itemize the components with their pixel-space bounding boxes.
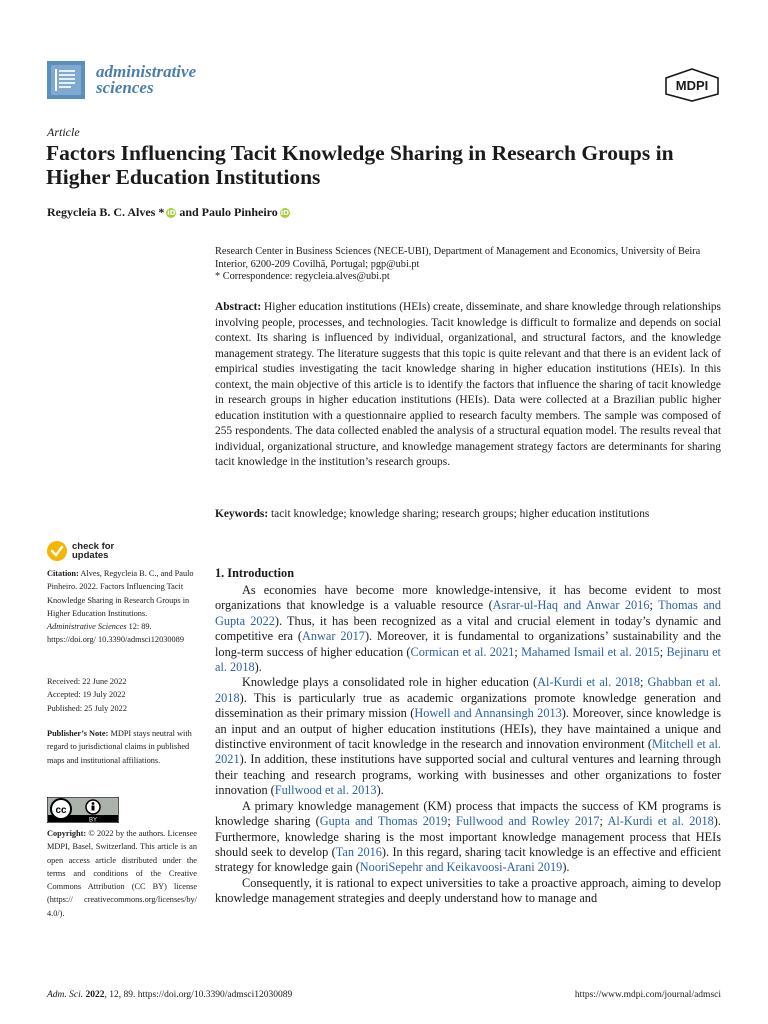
author-name-2[interactable]: and Paulo Pinheiro (179, 205, 278, 219)
journal-name-line2: sciences (96, 78, 154, 97)
paragraph-text: ). Moreover, it is fundamental to organizations’ sustainability and the long-term success of higher education ( (215, 629, 721, 659)
author-name-1[interactable]: Regycleia B. C. Alves * (47, 205, 165, 219)
citation-link[interactable]: Al-Kurdi et al. 2018 (537, 675, 640, 690)
section-heading-introduction: 1. Introduction (215, 566, 295, 580)
check-updates-icon (46, 540, 68, 562)
published-date: Published: 25 July 2022 (47, 703, 127, 713)
paragraph-text: ). This is particularly true as academic organizations promote knowledge generation and dissemination as their primary mission ( (215, 690, 721, 721)
publication-dates (47, 675, 197, 715)
paragraph-text: A primary knowledge management (KM) process that impacts the success of KM programs is knowledge sharing ( (215, 798, 721, 829)
paragraph-text: Knowledge plays a consolidated role in higher education ( (242, 675, 538, 690)
check-updates-line2: updates (72, 550, 109, 561)
accepted-date: Accepted: 19 July 2022 (47, 690, 126, 700)
copyright (47, 827, 197, 920)
paragraph-text: ; (659, 644, 667, 659)
citation-link[interactable]: Fullwood et al. 2013 (274, 783, 377, 798)
footer-year: 2022 (85, 990, 105, 1000)
paragraph-text: ; (640, 675, 648, 690)
citation-link[interactable]: Thomas and Gupta 2022 (215, 598, 721, 628)
mdpi-logo-text: MDPI (675, 78, 709, 93)
journal-name-line1: administrative (96, 62, 197, 81)
paragraph (215, 799, 721, 876)
citation-link[interactable]: Gupta and Thomas 2019 (319, 814, 448, 829)
article-type: Article (47, 125, 80, 139)
publisher-note-label: Publisher’s Note: (47, 729, 109, 738)
citation-label: Citation: (47, 569, 79, 578)
introduction-body (215, 583, 721, 907)
citation-link[interactable]: NooriSepehr and Keikavoosi-Arani 2019 (359, 860, 563, 875)
abstract (215, 300, 721, 471)
paragraph-text: ). In addition, these institutions have supported social and cultural ventures and learning through their teaching and research programs, working with businesses and other organizations to foster innovation ( (215, 752, 721, 798)
keywords-label: Keywords: (215, 508, 269, 520)
keywords (215, 507, 721, 522)
journal-name (96, 64, 196, 96)
received-date: Received: 22 June 2022 (47, 677, 127, 686)
citation-link[interactable]: Howell and Annansingh 2013 (414, 706, 562, 721)
author-list (47, 205, 293, 220)
correspondence: * Correspondence: regycleia.alves@ubi.pt (215, 271, 390, 282)
affiliation (215, 246, 715, 284)
abstract-text: Higher education institutions (HEIs) create, disseminate, and share knowledge through relationships involving people, processes, and technologies. Tacit knowledge is difficult to formalize and depends on social context. Its sharing is influenced by individual, organizational, and structural factors, and the knowledge management strategy. The literature suggests that this topic is quite relevant and that there is an evident lack of empirical studies investigating the tacit knowledge sharing in higher education institutions (HEIs). In this context, the main objective of this article is to identify the factors that influence the sharing of tacit knowledge in research groups in higher education institutions (HEIs). Data were collected at a Brazilian public higher education institution with a questionnaire applied to research faculty members. The sample was composed of 255 respondents. The data collected enabled the analysis of a structural equation model. The results reveal that individual, organizational structure, and knowledge management strategy factors are determinants for sharing tacit knowledge in the institution’s research groups. (215, 301, 721, 468)
paragraph-text: ). Furthermore, knowledge sharing is the most important knowledge management process that HEIs should seek to develop ( (215, 814, 721, 859)
footer-journal-url[interactable]: https://www.mdpi.com/journal/admsci (574, 990, 721, 1000)
paragraph-text: ). (562, 860, 570, 875)
citation-link[interactable]: Fullwood and Rowley 2017 (456, 814, 600, 829)
copyright-text: © 2022 by the authors. Licensee MDPI, Basel, Switzerland. This article is an open access article distributed under the terms and conditions of the Creative Commons Attribution (CC BY) license (https:// creativecommons.org/licenses/by/ 4.0/). (47, 829, 197, 918)
orcid-icon[interactable]: iD (167, 208, 176, 217)
paragraph (215, 675, 721, 798)
orcid-icon[interactable]: iD (280, 208, 289, 217)
footer-citation (47, 990, 292, 1000)
citation-link[interactable]: Tan 2016 (335, 844, 382, 859)
paragraph-text: ; (447, 814, 457, 829)
journal-logo-icon (47, 61, 85, 99)
paragraph-text: ). Moreover, since knowledge is an input and an output of higher education institutions (HEIs), they have maintained a unique and distinctive environment of tacit knowledge in the research and innovation environment ( (215, 706, 721, 752)
cc-by-text: BY (88, 817, 98, 823)
paragraph-text: ). In this regard, sharing tacit knowledge is an effective and efficient strategy for knowledge gain ( (215, 844, 721, 875)
citation-text: Alves, Regycleia B. C., and Paulo Pinheiro. 2022. Factors Influencing Tacit Knowledge Sharing in Research Groups in Higher Education Institutions. (47, 569, 194, 618)
paragraph-text: Consequently, it is rational to expect universities to take a proactive approach, aiming to develop knowledge management strategies and deeply understand how to manage and (215, 875, 721, 906)
paragraph-text: ; (649, 598, 659, 613)
paragraph-text: ). Thus, it has been recognized as a vital and crucial element in today’s dynamic and competitive era ( (215, 613, 721, 644)
publisher-note (47, 727, 197, 767)
affiliation-text: Research Center in Business Sciences (NECE-UBI), Department of Management and Economics, University of Beira Interior, 6200-209 Covilhã, Portugal; pgp@ubi.pt (215, 246, 701, 270)
citation-journal: Administrative Sciences (47, 622, 127, 632)
citation-link[interactable]: Ghabban et al. 2018 (215, 675, 721, 705)
mdpi-logo (664, 68, 720, 102)
copyright-label: Copyright: (47, 829, 87, 838)
svg-text:cc: cc (55, 805, 67, 816)
cc-by-license-icon[interactable] (47, 797, 119, 823)
citation-link[interactable]: Mitchell et al. 2021 (215, 737, 721, 767)
check-updates-line1: check for (72, 540, 115, 552)
check-for-updates-badge[interactable] (46, 540, 114, 562)
keywords-text: tacit knowledge; knowledge sharing; research groups; higher education institutions (268, 508, 650, 520)
paragraph (215, 583, 721, 675)
citation (47, 567, 197, 647)
paragraph-text: ; (599, 814, 608, 829)
citation-doi[interactable]: 12: 89. https://doi.org/ 10.3390/admsci12030089 (47, 622, 184, 645)
paragraph-text: ). (376, 783, 384, 798)
publisher-note-text: MDPI stays neutral with regard to jurisdictional claims in published maps and institutional affiliations. (47, 729, 192, 765)
footer-journal: Adm. Sci. (47, 990, 84, 1000)
article-title: Factors Influencing Tacit Knowledge Sharing in Research Groups in Higher Education Institutions (46, 141, 674, 189)
citation-link[interactable]: Al-Kurdi et al. 2018 (607, 814, 714, 829)
paragraph-text: As economies have become more knowledge-intensive, it has become evident to most organizations that knowledge is a valuable resource ( (215, 583, 721, 613)
citation-link[interactable]: Anwar 2017 (301, 629, 365, 644)
footer-doi[interactable]: , 12, 89. https://doi.org/10.3390/admsci12030089 (104, 990, 293, 1000)
citation-link[interactable]: Bejinaru et al. 2018 (215, 644, 721, 675)
paragraph-text: ). (254, 660, 262, 675)
citation-link[interactable]: Cormican et al. 2021 (410, 644, 515, 659)
citation-link[interactable]: Asrar-ul-Haq and Anwar 2016 (492, 598, 650, 613)
paragraph-text: ; (514, 644, 522, 659)
abstract-label: Abstract: (215, 301, 262, 313)
paragraph (215, 876, 721, 907)
citation-link[interactable]: Mahamed Ismail et al. 2015 (521, 644, 660, 659)
